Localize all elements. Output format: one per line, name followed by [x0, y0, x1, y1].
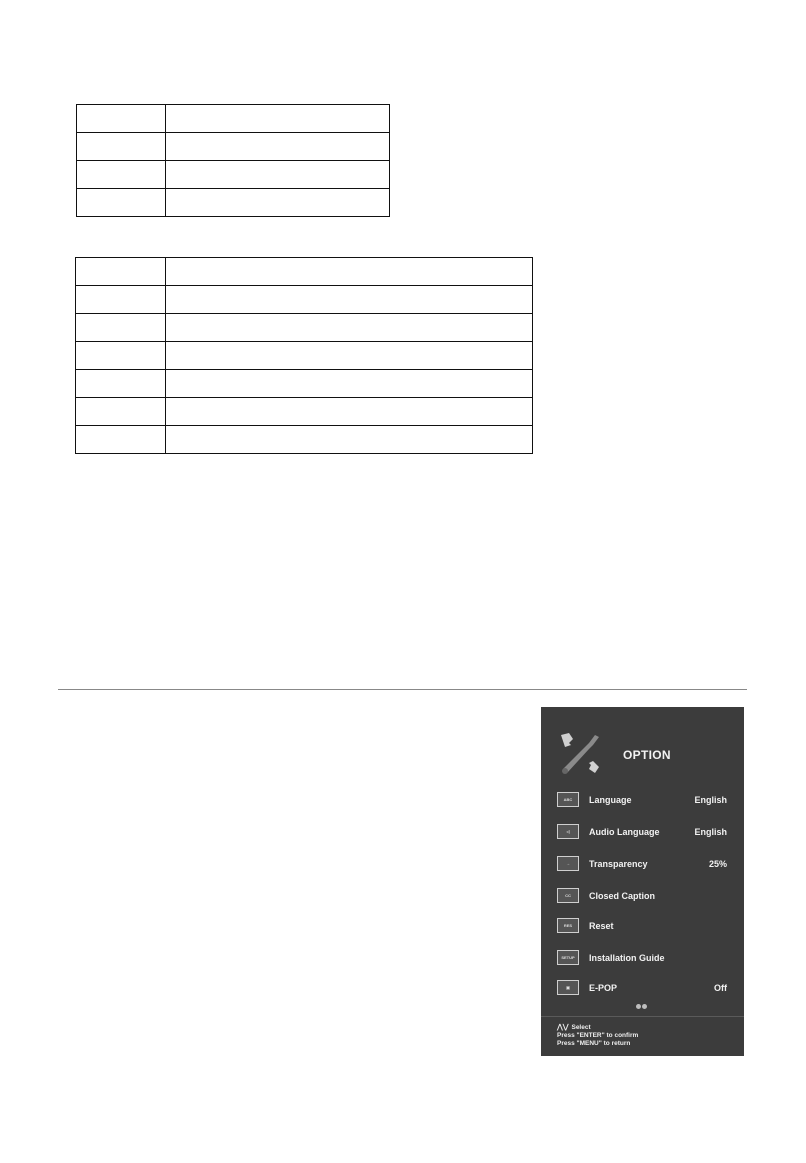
option-menu-panel	[541, 707, 744, 1056]
menu-item-label: Installation Guide	[589, 953, 665, 963]
page-indicator	[636, 996, 648, 1014]
table-row	[77, 189, 390, 217]
menu-item-label: Reset	[589, 921, 614, 931]
menu-item-value: Off	[714, 983, 727, 993]
menu-footer	[557, 1024, 638, 1048]
footer-divider	[541, 1016, 744, 1017]
table-row	[77, 133, 390, 161]
menu-item-installation-guide[interactable]	[541, 949, 744, 971]
confirm-hint: Press "ENTER" to confirm	[557, 1032, 639, 1039]
page-dot	[642, 1004, 647, 1009]
table-row	[77, 105, 390, 133]
installation-guide-icon: SETUP	[557, 950, 579, 965]
table-row	[77, 161, 390, 189]
menu-item-label: Language	[589, 795, 632, 805]
empty-table-top	[76, 104, 390, 217]
return-hint: Press "MENU" to return	[557, 1040, 631, 1047]
table-row	[76, 398, 533, 426]
section-divider	[58, 689, 747, 690]
menu-item-closed-caption[interactable]	[541, 887, 744, 909]
menu-item-label: Transparency	[589, 859, 648, 869]
menu-item-label: Audio Language	[589, 827, 660, 837]
table-row	[76, 286, 533, 314]
e-pop-icon: ▣	[557, 980, 579, 995]
select-hint: ⋀⋁ Select	[557, 1024, 591, 1031]
menu-item-reset[interactable]	[541, 917, 744, 939]
menu-item-label: E-POP	[589, 983, 618, 993]
audio-language-icon: ◁	[557, 824, 579, 839]
tools-icon	[555, 729, 605, 777]
menu-item-language[interactable]	[541, 791, 744, 813]
empty-table-bottom	[75, 257, 533, 454]
table-row	[76, 314, 533, 342]
table-row	[76, 342, 533, 370]
page-dot	[636, 1004, 641, 1009]
menu-item-transparency[interactable]	[541, 855, 744, 877]
menu-item-value: English	[694, 827, 727, 837]
language-icon: ABC	[557, 792, 579, 807]
menu-item-label: Closed Caption	[589, 891, 656, 901]
reset-icon: RES	[557, 918, 579, 933]
menu-header	[541, 729, 744, 777]
transparency-icon: →	[557, 856, 579, 871]
menu-item-audio-language[interactable]	[541, 823, 744, 845]
menu-item-value: 25%	[708, 859, 727, 869]
table-row	[76, 370, 533, 398]
menu-item-value: English	[694, 795, 727, 805]
closed-caption-icon: CC	[557, 888, 579, 903]
table-row	[76, 258, 533, 286]
menu-title: OPTION	[623, 748, 671, 762]
up-down-arrows-icon: ⋀⋁	[557, 1024, 569, 1031]
table-row	[76, 426, 533, 454]
